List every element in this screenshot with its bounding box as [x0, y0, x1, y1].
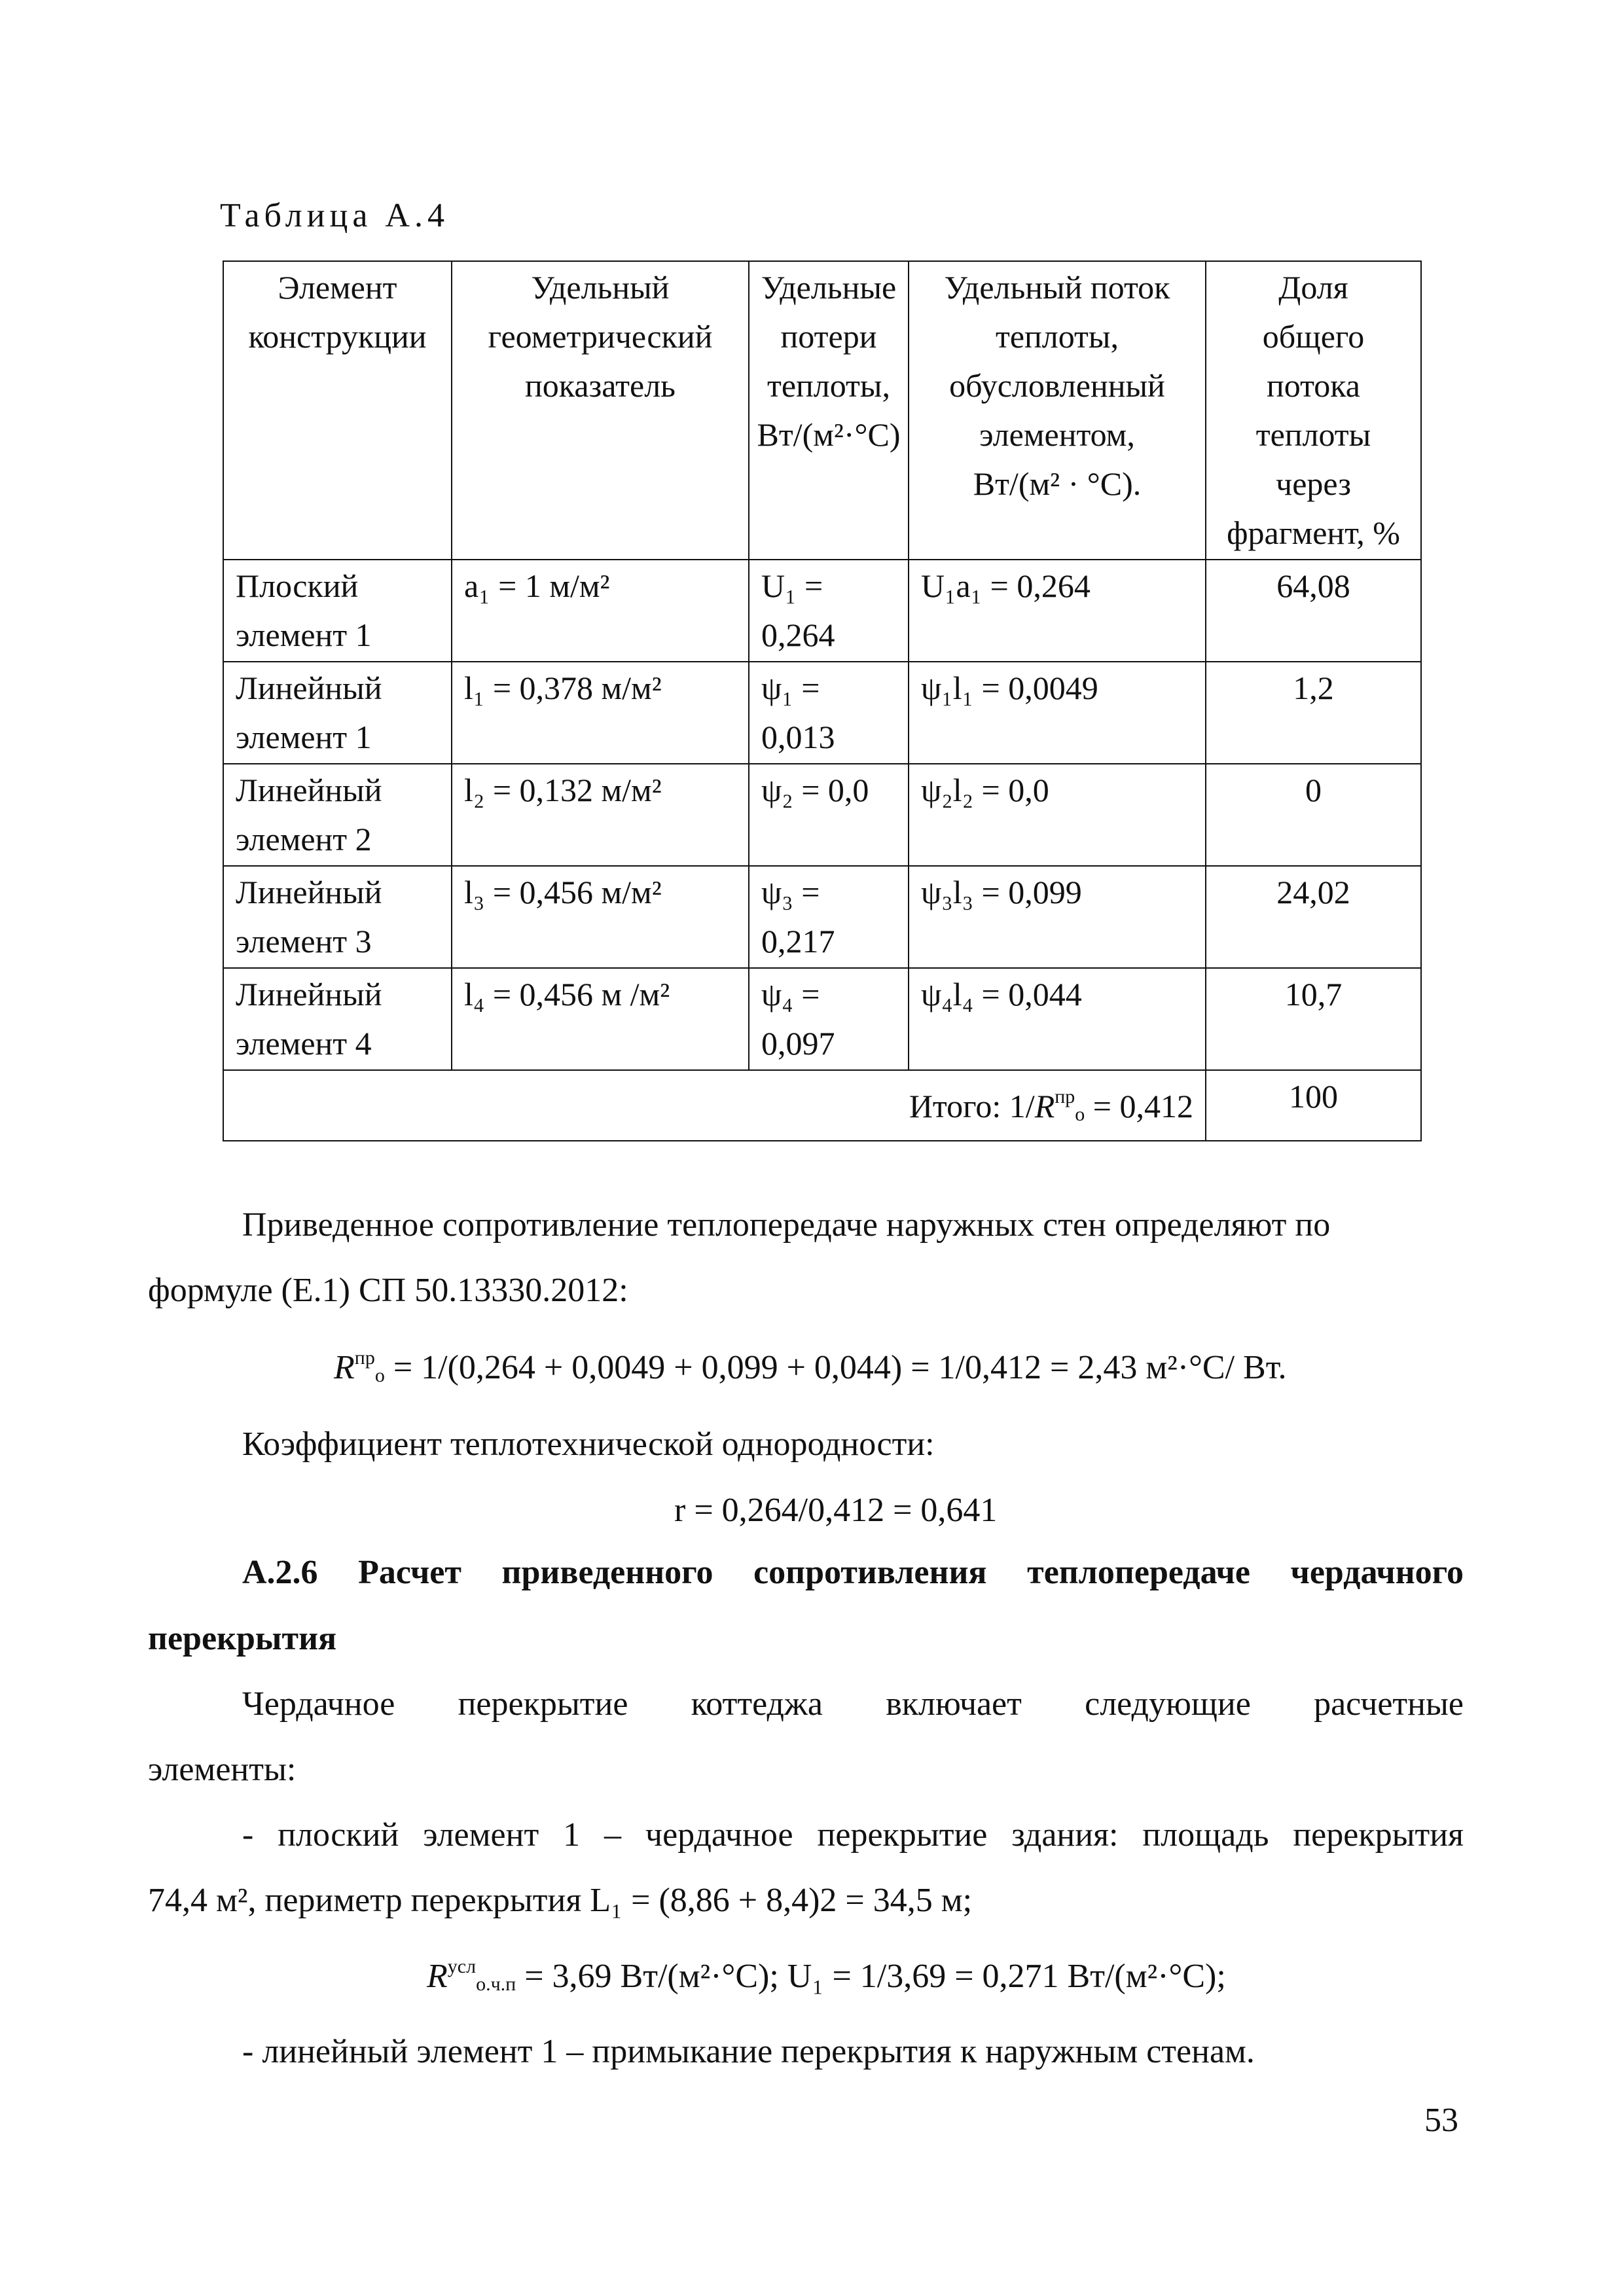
cell-total-share: 100: [1206, 1070, 1421, 1141]
cell-geom: l₂ = 0,132 м/м²: [452, 764, 749, 866]
table-row: [223, 968, 1421, 1070]
cell-share: 10,7: [1206, 968, 1421, 1070]
cell-share: 0: [1206, 764, 1421, 866]
paragraph-line: 74,4 м², периметр перекрытия L₁ = (8,86 + 8,4)2 = 34,5 м;: [148, 1882, 973, 1919]
cell-flow: U₁a₁ = 0,264: [909, 560, 1206, 662]
paragraph-line: Приведенное сопротивление теплопередаче наружных стен определяют по: [242, 1206, 1331, 1244]
paragraph-line: элементы:: [148, 1751, 297, 1788]
header-geometric-index: Удельный геометрический показатель: [452, 261, 749, 560]
table-row: [223, 560, 1421, 662]
paragraph-line: - линейный элемент 1 – примыкание перекрытия к наружным стенам.: [242, 2033, 1255, 2070]
cell-geom: l₃ = 0,456 м/м²: [452, 866, 749, 968]
cell-share: 64,08: [1206, 560, 1421, 662]
heat-flow-table: [223, 260, 1422, 1141]
cell-loss: ψ₃ = 0,217: [749, 866, 909, 968]
cell-flow: ψ₁l₁ = 0,0049: [909, 662, 1206, 764]
cell-element: Линейный элемент 3: [223, 866, 452, 968]
header-specific-flow: Удельный поток теплоты, обусловленный элементом, Вт/(м² · °С).: [909, 261, 1206, 560]
section-heading: А.2.6 Расчет приведенного сопротивления теплопередаче чердачного: [242, 1554, 1464, 1591]
cell-element: Линейный элемент 2: [223, 764, 452, 866]
cell-flow: ψ₂l₂ = 0,0: [909, 764, 1206, 866]
cell-geom: l₁ = 0,378 м/м²: [452, 662, 749, 764]
table-row: [223, 764, 1421, 866]
cell-loss: ψ₁ = 0,013: [749, 662, 909, 764]
cell-loss: U₁ = 0,264: [749, 560, 909, 662]
cell-share: 1,2: [1206, 662, 1421, 764]
paragraph-line: - плоский элемент 1 – чердачное перекрытие здания: площадь перекрытия: [242, 1816, 1464, 1854]
table-total-row: [223, 1070, 1421, 1141]
formula-reduced-resistance: $R^{пр}_о = 1/(0,264 + 0,0049 + 0,099 + 0,044) = 1/0,412 = 2,43$ м²·°С/ Вт.: [334, 1347, 1287, 1386]
formula-attic-resistance: $R^{усл}_{о.ч.п} = 3,69$ Вт/(м²·°С); U₁ = 1/3,69 = 0,271 Вт/(м²·°С);: [427, 1956, 1226, 1995]
header-specific-loss: Удельные потери теплоты, Вт/(м²·°С): [749, 261, 909, 560]
formula-uniformity: r = 0,264/0,412 = 0,641: [674, 1492, 998, 1529]
page-number: 53: [1424, 2102, 1458, 2139]
table-row: [223, 866, 1421, 968]
header-element: Элемент конструкции: [223, 261, 452, 560]
cell-geom: a₁ = 1 м/м²: [452, 560, 749, 662]
cell-element: Линейный элемент 4: [223, 968, 452, 1070]
cell-total-label: Итого: $1/R^{пр}_о = 0,412$: [223, 1070, 1206, 1141]
paragraph-line: Коэффициент теплотехнической однородности:: [242, 1426, 935, 1463]
table-caption: Таблица А.4: [220, 197, 449, 234]
table-header-row: [223, 261, 1421, 560]
cell-share: 24,02: [1206, 866, 1421, 968]
cell-element: Плоский элемент 1: [223, 560, 452, 662]
header-share: Доля общего потока теплоты через фрагмент, %: [1206, 261, 1421, 560]
cell-element: Линейный элемент 1: [223, 662, 452, 764]
paragraph-line: Чердачное перекрытие коттеджа включает следующие расчетные: [242, 1685, 1464, 1723]
cell-loss: ψ₂ = 0,0: [749, 764, 909, 866]
table-row: [223, 662, 1421, 764]
section-heading-cont: перекрытия: [148, 1620, 337, 1657]
cell-flow: ψ₃l₃ = 0,099: [909, 866, 1206, 968]
cell-flow: ψ₄l₄ = 0,044: [909, 968, 1206, 1070]
cell-loss: ψ₄ = 0,097: [749, 968, 909, 1070]
paragraph-line: формуле (Е.1) СП 50.13330.2012:: [148, 1272, 628, 1309]
cell-geom: l₄ = 0,456 м /м²: [452, 968, 749, 1070]
